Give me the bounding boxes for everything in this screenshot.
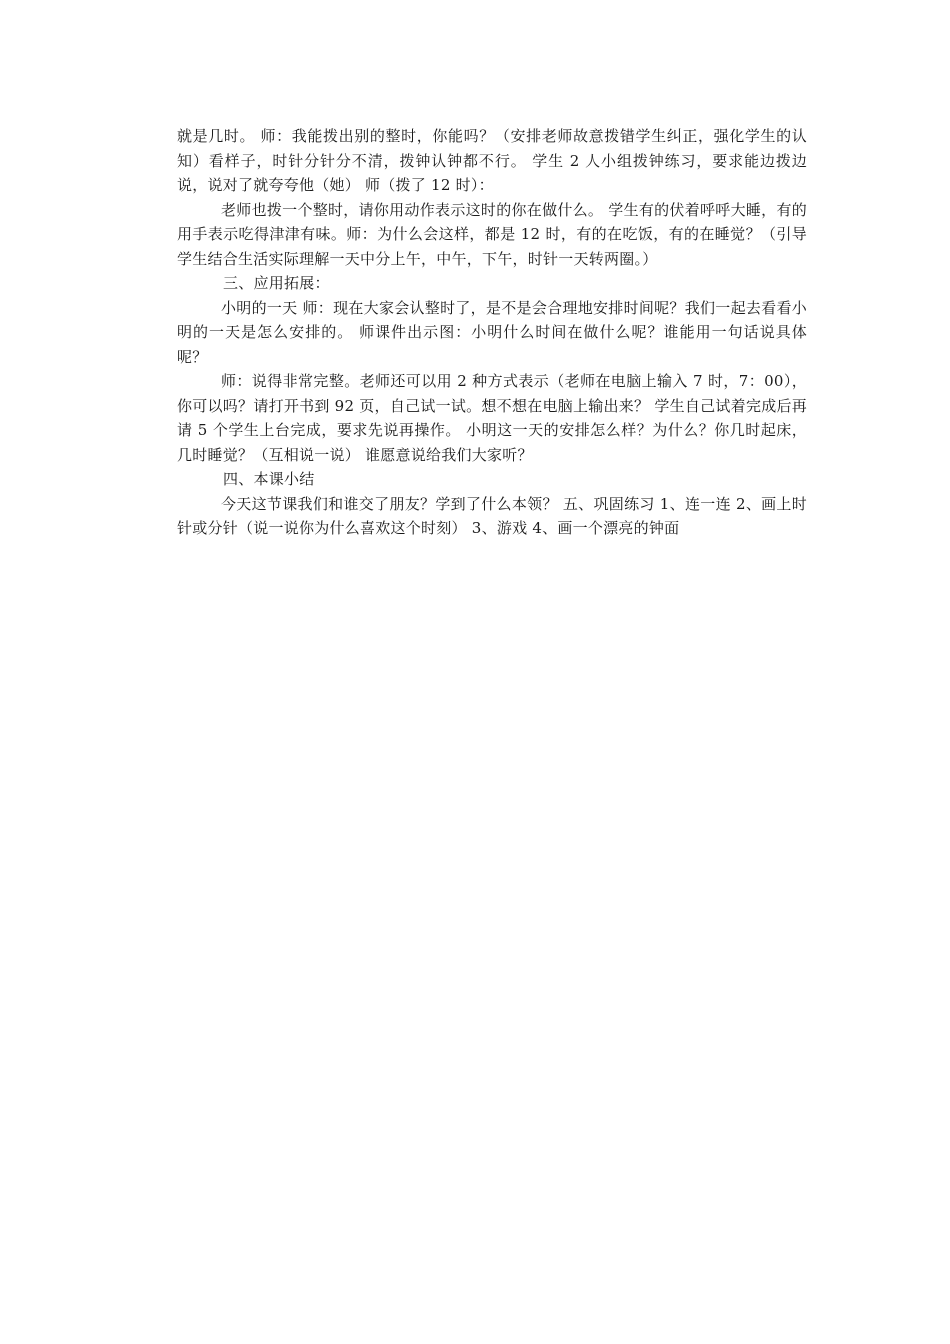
document-body xyxy=(177,124,807,541)
paragraph-summary-practice: 今天这节课我们和谁交了朋友？学到了什么本领？ 五、巩固练习 1、连一连 2、画上时针或分针（说一说你为什么喜欢这个时刻） 3、游戏 4、画一个漂亮的钟面 xyxy=(177,494,807,537)
paragraph-continuation: 就是几时。 师：我能拨出别的整时，你能吗？（安排老师故意拨错学生纠正，强化学生的认知）看样子，时针分针分不清，拨钟认钟都不行。 学生 2 人小组拨钟练习，要求能边拨边说，说对了就夸夸他（她） 师（拨了 12 时）： xyxy=(177,127,807,194)
section-heading-application: 三、应用拓展： xyxy=(223,274,330,292)
paragraph-two-ways: 师：说得非常完整。老师还可以用 2 种方式表示（老师在电脑上输入 7 时，7：00），你可以吗？请打开书到 92 页，自己试一试。想不想在电脑上输出来？ 学生自己试着完成后再请 5 个学生上台完成，要求先说再操作。 小明这一天的安排怎么样？为什么？你几时起床，几时睡觉？（互相说一说） 谁愿意说给我们大家听？ xyxy=(177,372,807,464)
section-heading-summary: 四、本课小结 xyxy=(223,470,315,488)
paragraph-teacher-demo: 老师也拨一个整时，请你用动作表示这时的你在做什么。 学生有的伏着呼呼大睡，有的用手表示吃得津津有味。师：为什么会这样，都是 12 时，有的在吃饭，有的在睡觉？（引导学生结合生活实际理解一天中分上午，中午，下午，时针一天转两圈。） xyxy=(177,200,807,268)
paragraph-xiaoming-day: 小明的一天 师：现在大家会认整时了，是不是会合理地安排时间呢？我们一起去看看小明的一天是怎么安排的。 师课件出示图：小明什么时间在做什么呢？谁能用一句话说具体呢？ xyxy=(177,298,807,366)
